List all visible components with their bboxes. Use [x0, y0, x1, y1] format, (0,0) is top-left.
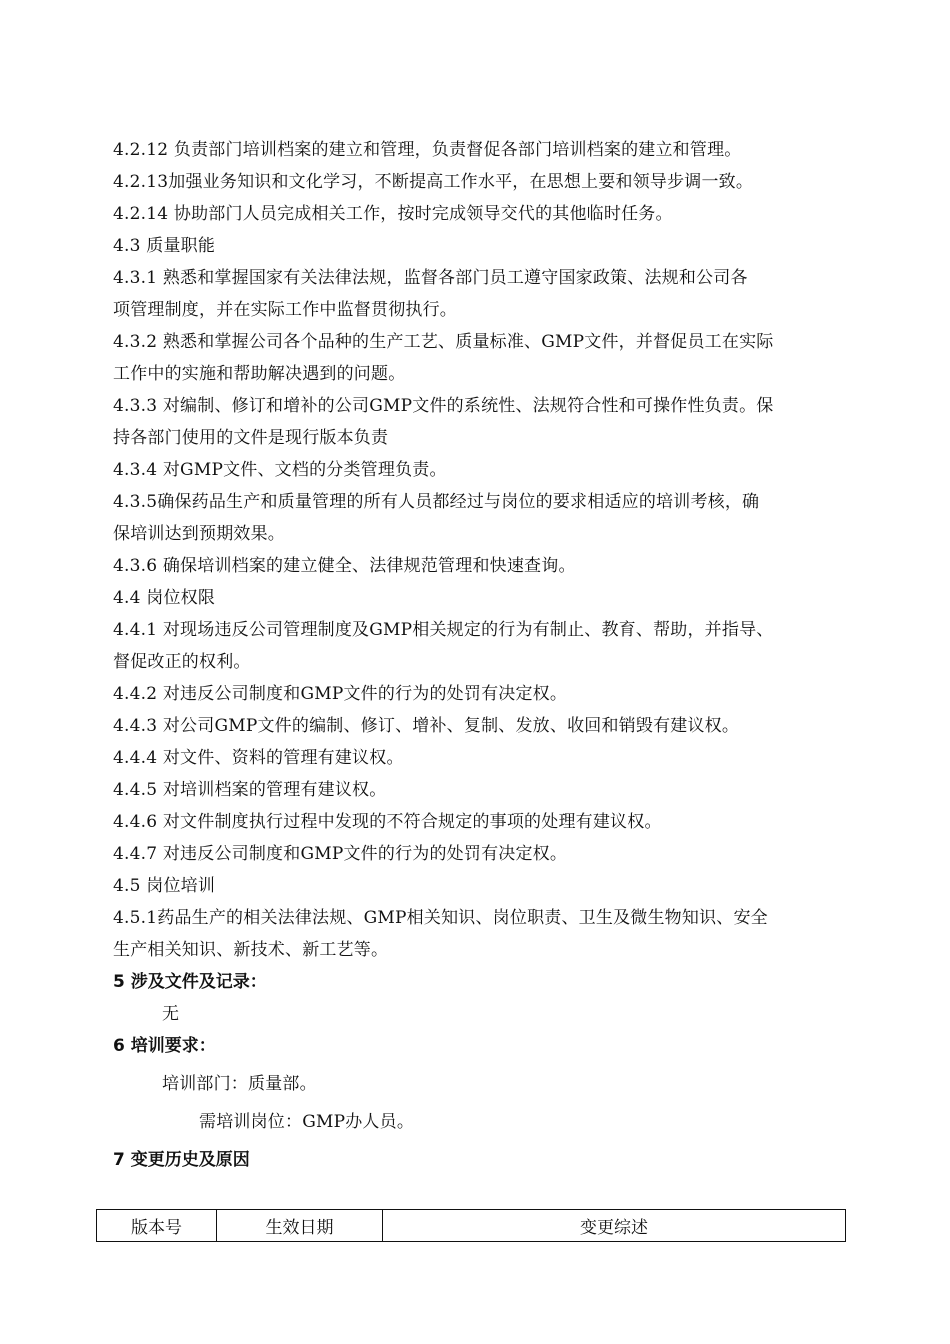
text-line: 4.4.5 对培训档案的管理有建议权。: [113, 780, 387, 800]
section-heading-6: 6 培训要求：: [113, 1036, 216, 1056]
text-line: 4.3.3 对编制、修订和增补的公司GMP文件的系统性、法规符合性和可操作性负责。保: [113, 396, 774, 416]
text-line: 4.2.13加强业务知识和文化学习，不断提高工作水平，在思想上要和领导步调一致。: [113, 172, 754, 192]
section5-body: 无: [162, 1004, 180, 1024]
text-line: 生产相关知识、新技术、新工艺等。: [113, 940, 389, 960]
text-line: 4.3.4 对GMP文件、文档的分类管理负责。: [113, 460, 447, 480]
section-heading-7: 7 变更历史及原因: [113, 1150, 250, 1170]
text-line: 4.4.6 对文件制度执行过程中发现的不符合规定的事项的处理有建议权。: [113, 812, 662, 832]
text-line: 4.4.2 对违反公司制度和GMP文件的行为的处罚有决定权。: [113, 684, 568, 704]
col-version: 版本号: [97, 1210, 217, 1242]
text-line: 4.4.3 对公司GMP文件的编制、修订、增补、复制、发放、收回和销毁有建议权。: [113, 716, 740, 736]
text-line: 4.3.5确保药品生产和质量管理的所有人员都经过与岗位的要求相适应的培训考核，确: [113, 492, 760, 512]
section-heading-5: 5 涉及文件及记录：: [113, 972, 267, 992]
text-line: 4.5.1药品生产的相关法律法规、GMP相关知识、岗位职责、卫生及微生物知识、安全: [113, 908, 768, 928]
document-body: [113, 134, 848, 1176]
text-line: 项管理制度，并在实际工作中监督贯彻执行。: [113, 300, 457, 320]
text-line: 持各部门使用的文件是现行版本负责: [113, 428, 389, 448]
text-line: 4.3.2 熟悉和掌握公司各个品种的生产工艺、质量标准、GMP文件，并督促员工在实际: [113, 332, 774, 352]
text-line: 4.2.14 协助部门人员完成相关工作，按时完成领导交代的其他临时任务。: [113, 204, 673, 224]
text-line: 督促改正的权利。: [113, 652, 251, 672]
text-line: 4.4.1 对现场违反公司管理制度及GMP相关规定的行为有制止、教育、帮助，并指导、: [113, 620, 774, 640]
col-change-summary: 变更综述: [383, 1210, 846, 1242]
text-line: 工作中的实施和帮助解决遇到的问题。: [113, 364, 406, 384]
section-heading-4-3: 4.3 质量职能: [113, 236, 216, 256]
table-header-row: [97, 1210, 846, 1242]
section-heading-4-4: 4.4 岗位权限: [113, 588, 216, 608]
training-post: 需培训岗位：GMP办人员。: [199, 1112, 415, 1132]
text-line: 4.4.7 对违反公司制度和GMP文件的行为的处罚有决定权。: [113, 844, 568, 864]
training-department: 培训部门：质量部。: [162, 1074, 317, 1094]
col-effective-date: 生效日期: [217, 1210, 383, 1242]
text-line: 4.3.6 确保培训档案的建立健全、法律规范管理和快速查询。: [113, 556, 576, 576]
change-history-table: [96, 1209, 846, 1242]
section-heading-4-5: 4.5 岗位培训: [113, 876, 216, 896]
text-line: 4.4.4 对文件、资料的管理有建议权。: [113, 748, 404, 768]
text-line: 4.2.12 负责部门培训档案的建立和管理，负责督促各部门培训档案的建立和管理。: [113, 140, 742, 160]
text-line: 4.3.1 熟悉和掌握国家有关法律法规，监督各部门员工遵守国家政策、法规和公司各: [113, 268, 748, 288]
text-line: 保培训达到预期效果。: [113, 524, 285, 544]
